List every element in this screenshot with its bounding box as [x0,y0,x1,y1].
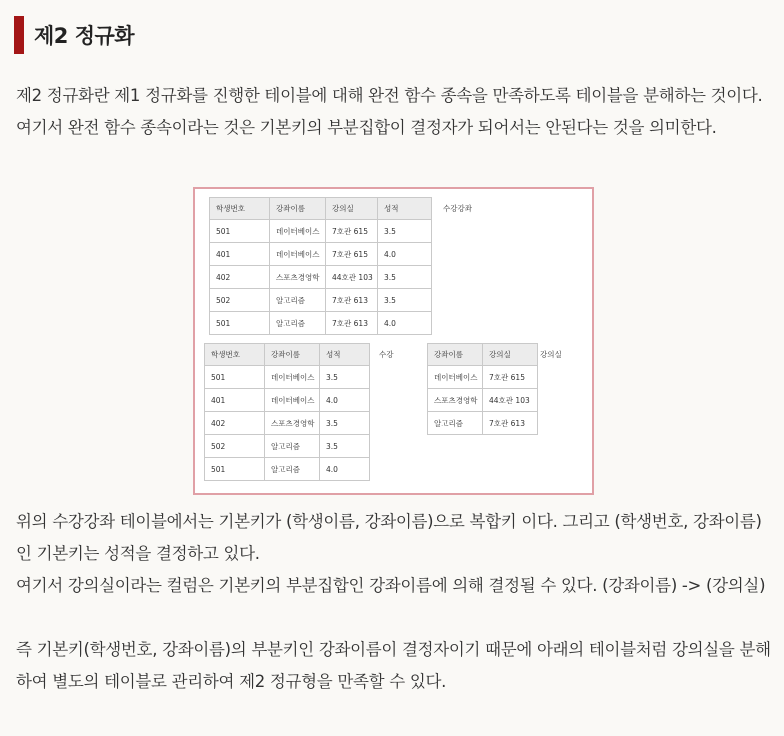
column-header: 성적 [320,344,370,366]
table-cell: 7호관 613 [326,312,378,335]
table-cell: 501 [205,458,265,481]
column-header: 강의실 [483,344,538,366]
table-caption: 수강강좌 [443,204,472,213]
table-cell: 3.5 [378,266,432,289]
table-cell: 501 [210,220,270,243]
table-cell: 3.5 [320,412,370,435]
table-cell: 3.5 [378,220,432,243]
table-cell: 알고리즘 [270,289,326,312]
table-cell: 스포츠경영학 [270,266,326,289]
table-cell: 501 [205,366,265,389]
table-cell: 402 [210,266,270,289]
table-row [428,412,538,435]
table-cell: 501 [210,312,270,335]
table-cell: 402 [205,412,265,435]
table-cell: 7호관 615 [483,366,538,389]
table-cell: 401 [210,243,270,266]
intro-paragraph: 제2 정규화란 제1 정규화를 진행한 테이블에 대해 완전 함수 종속을 만족하도록 테이블을 분해하는 것이다. 여기서 완전 함수 종속이라는 것은 기본키의 부분집합이 결정자가 되어서는 안된다는 것을 의미한다. [16,86,763,137]
table-cell: 4.0 [320,389,370,412]
table-cell: 스포츠경영학 [428,389,483,412]
column-header: 학생번호 [205,344,265,366]
table-cell: 데이터베이스 [428,366,483,389]
table-cell: 44호관 103 [483,389,538,412]
table-cell: 4.0 [378,243,432,266]
section-heading [14,16,134,54]
column-header: 강의실 [326,198,378,220]
heading-accent-bar [14,16,24,54]
table-cell: 알고리즘 [270,312,326,335]
column-header: 강좌이름 [428,344,483,366]
table-cell: 7호관 613 [326,289,378,312]
section-title: 제2 정규화 [34,24,135,48]
column-header: 학생번호 [210,198,270,220]
table-row [210,220,432,243]
table-cell: 7호관 613 [483,412,538,435]
table-row [205,435,370,458]
table-cell: 3.5 [320,366,370,389]
table-cell: 3.5 [320,435,370,458]
table-cell: 4.0 [378,312,432,335]
table-cell: 데이터베이스 [270,243,326,266]
body-paragraph-1: 위의 수강강좌 테이블에서는 기본키가 (학생이름, 강좌이름)으로 복합키 이다. 그리고 (학생번호, 강좌이름)인 기본키는 성적을 결정하고 있다. [16,512,762,563]
body-paragraph-2: 여기서 강의실이라는 컬럼은 기본키의 부분집합인 강좌이름에 의해 결정될 수 있다. (강좌이름) -> (강의실) [16,576,766,595]
column-header: 강좌이름 [270,198,326,220]
table-cell: 7호관 615 [326,243,378,266]
body-paragraph-3: 즉 기본키(학생번호, 강좌이름)의 부분키인 강좌이름이 결정자이기 때문에 아래의 테이블처럼 강의실을 분해하여 별도의 테이블로 관리하여 제2 정규형을 만족할 수 있다. [16,640,771,691]
column-header: 강좌이름 [265,344,320,366]
table-row [205,366,370,389]
column-header: 성적 [378,198,432,220]
table-cell: 알고리즘 [265,435,320,458]
table-cell: 알고리즘 [265,458,320,481]
table-classroom [427,343,538,435]
table-cell: 스포츠경영학 [265,412,320,435]
table-row [210,312,432,335]
normalization-figure [193,187,594,495]
table-row [210,243,432,266]
table-cell: 알고리즘 [428,412,483,435]
table-row [428,389,538,412]
table-course-enrollment [209,197,432,335]
table-caption: 수강 [379,350,394,359]
table-row [205,389,370,412]
table-cell: 데이터베이스 [270,220,326,243]
table-caption: 강의실 [540,350,562,359]
table-cell: 데이터베이스 [265,366,320,389]
table-cell: 3.5 [378,289,432,312]
table-cell: 4.0 [320,458,370,481]
table-cell: 7호관 615 [326,220,378,243]
table-row [205,412,370,435]
table-cell: 44호관 103 [326,266,378,289]
table-row [428,366,538,389]
table-cell: 데이터베이스 [265,389,320,412]
table-row [210,266,432,289]
table-row [205,458,370,481]
table-cell: 401 [205,389,265,412]
table-cell: 502 [205,435,265,458]
table-cell: 502 [210,289,270,312]
table-row [210,289,432,312]
table-enrollment [204,343,370,481]
